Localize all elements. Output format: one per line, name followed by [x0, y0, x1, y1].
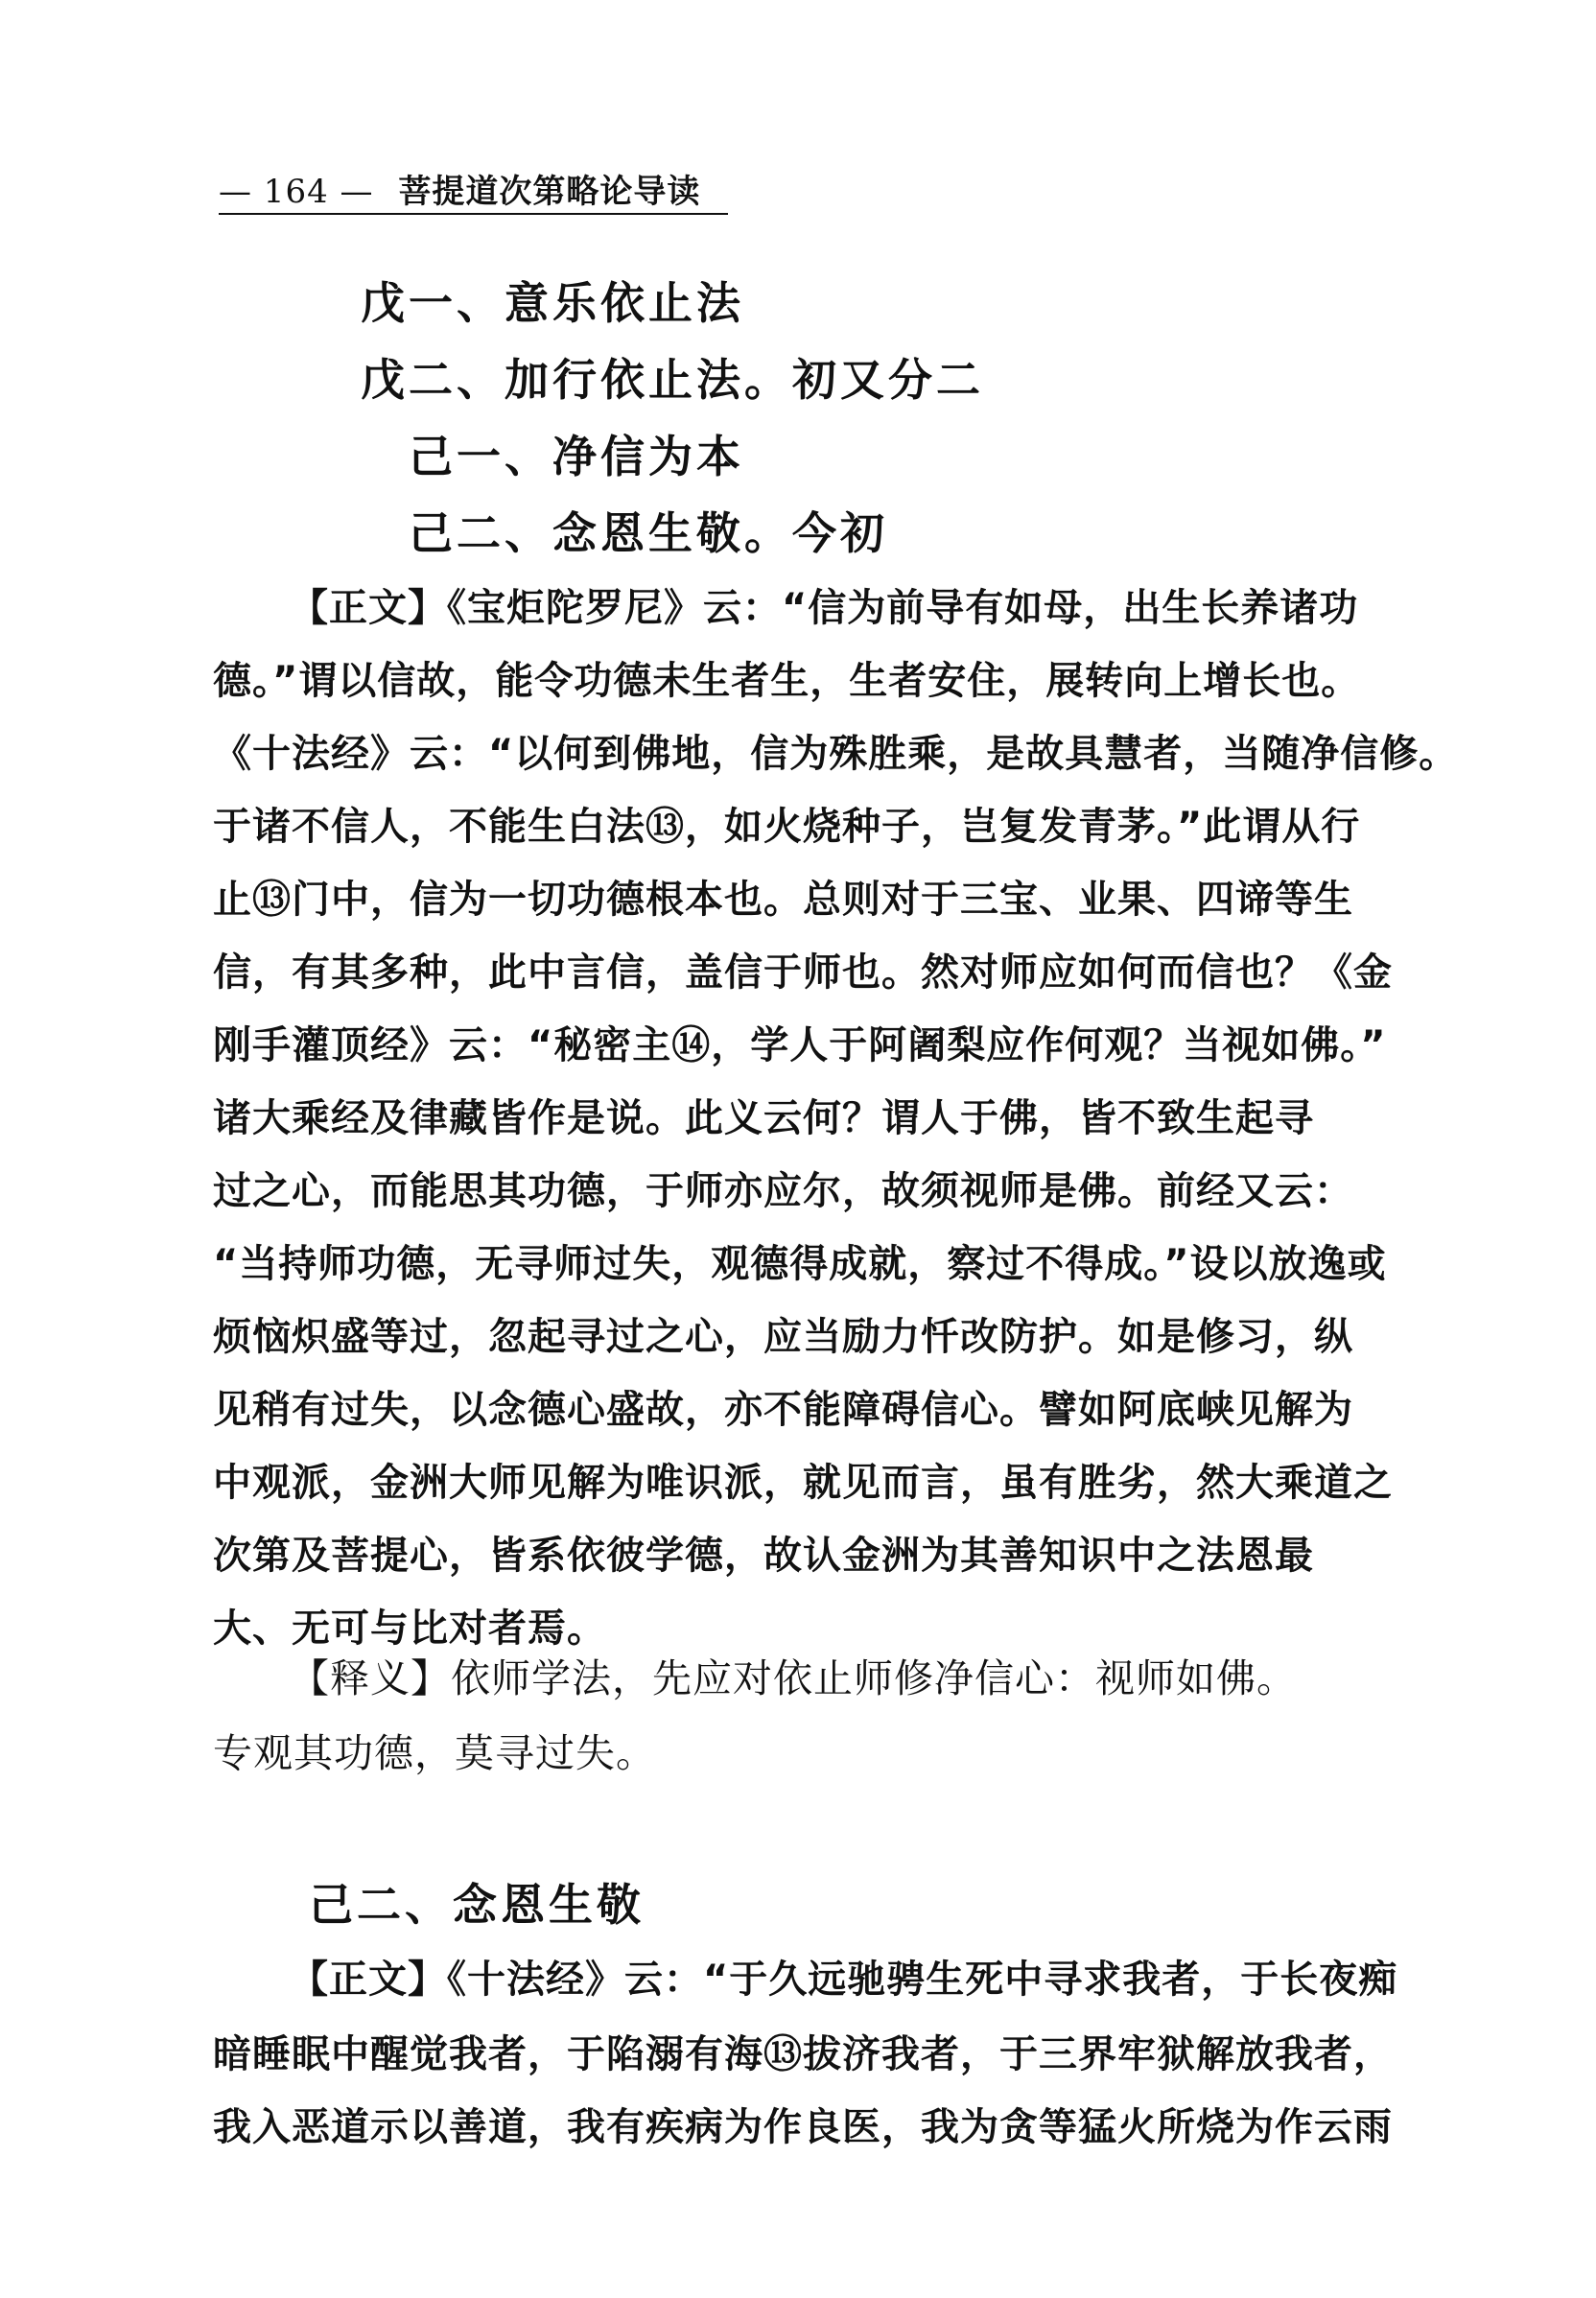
book-title: 菩提道次第略论导读: [398, 173, 701, 211]
text-line: 中观派，金洲大师见解为唯识派，就见而言，虽有胜劣，然大乘道之: [213, 1461, 1393, 1505]
heading-ji-2: 己二、念恩生敬。今初: [409, 507, 888, 559]
text-line: 德。”谓以信故，能令功德未生者生，生者安住，展转向上增长也。: [213, 659, 1361, 703]
running-header: [219, 171, 700, 213]
text-line: 【正文】《宝炬陀罗尼》云：“信为前导有如母，出生长养诸功: [290, 586, 1359, 630]
heading-ji-1: 己一、净信为本: [409, 431, 744, 482]
text-line: 信，有其多种，此中言信，盖信于师也。然对师应如何而信也？《金: [213, 950, 1393, 995]
text-line: 诸大乘经及律藏皆作是说。此义云何？谓人于佛，皆不致生起寻: [213, 1096, 1314, 1140]
header-rule: [219, 213, 728, 215]
heading-wu-1: 戊一、意乐依止法: [361, 277, 744, 329]
text-line: 【正文】《十法经》云：“于久远驰骋生死中寻求我者，于长夜痴: [290, 1958, 1398, 2002]
text-line: “当持师功德，无寻师过失，观德得成就，察过不得成。”设以放逸或: [213, 1242, 1387, 1286]
text-line: 于诸不信人，不能生白法⑬，如火烧种子，岂复发青茅。”此谓从行: [213, 805, 1361, 849]
text-line: 过之心，而能思其功德，于师亦应尔，故须视师是佛。前经又云：: [213, 1169, 1353, 1213]
text-line: 刚手灌顶经》云：“秘密主⑭，学人于阿阇梨应作何观？当视如佛。”: [213, 1023, 1387, 1067]
text-line: 止⑬门中，信为一切功德根本也。总则对于三宝、业果、四谛等生: [213, 878, 1353, 922]
text-line: 见稍有过失，以念德心盛故，亦不能障碍信心。譬如阿底峡见解为: [213, 1388, 1353, 1432]
commentary-line: 专观其功德，莫寻过失。: [213, 1730, 656, 1776]
heading-wu-2: 戊二、加行依止法。初又分二: [361, 354, 984, 406]
text-line: 次第及菩提心，皆系依彼学德，故认金洲为其善知识中之法恩最: [213, 1534, 1314, 1578]
text-line: 烦恼炽盛等过，忽起寻过之心，应当励力忏改防护。如是修习，纵: [213, 1315, 1353, 1359]
commentary-line: 【释义】依师学法，先应对依止师修净信心：视师如佛。: [290, 1655, 1297, 1701]
text-line: 《十法经》云：“以何到佛地，信为殊胜乘，是故具慧者，当随净信修。: [213, 732, 1459, 776]
text-line: 我入恶道示以善道，我有疾病为作良医，我为贪等猛火所烧为作云雨: [213, 2105, 1393, 2149]
text-line: 暗睡眠中醒觉我者，于陷溺有海⑬拔济我者，于三界牢狱解放我者，: [213, 2032, 1393, 2076]
text-line: 大、无可与比对者焉。: [213, 1606, 606, 1651]
page-number: — 164 —: [219, 173, 374, 211]
section-2-heading: 己二、念恩生敬: [309, 1879, 645, 1931]
